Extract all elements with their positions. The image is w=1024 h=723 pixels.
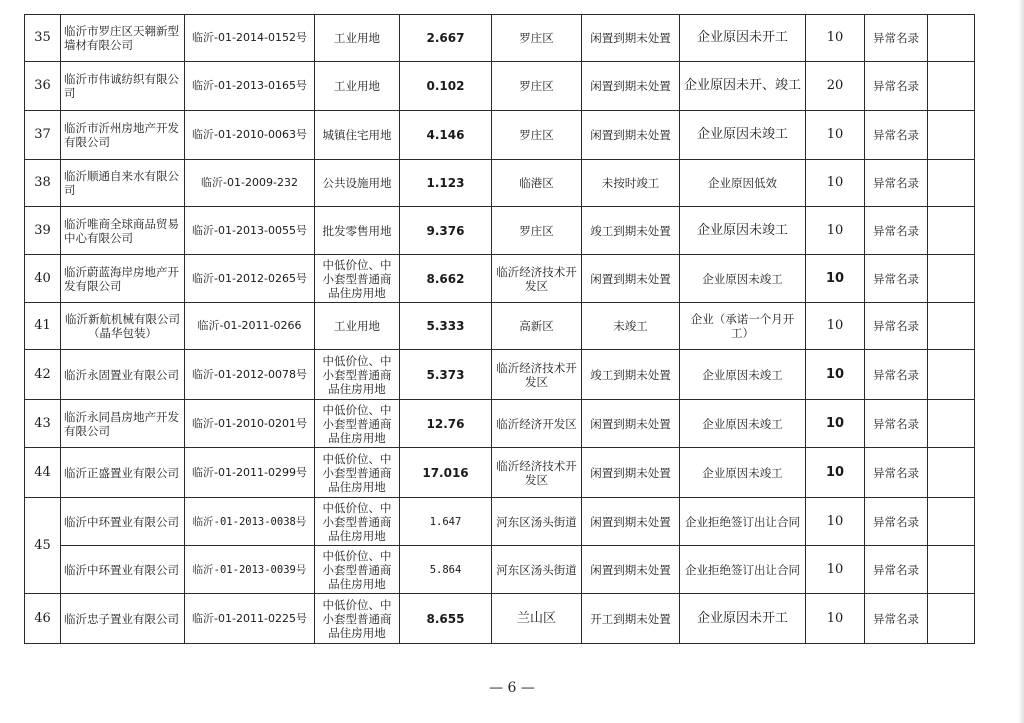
company-name: 临沂市沂州房地产开发有限公司 bbox=[61, 111, 185, 160]
years: 10 bbox=[806, 255, 865, 303]
land-use: 中低价位、中小套型普通商品住房用地 bbox=[315, 448, 400, 498]
years: 10 bbox=[806, 448, 865, 498]
years: 10 bbox=[806, 546, 865, 594]
years: 10 bbox=[806, 303, 865, 350]
land-area: 1.123 bbox=[400, 160, 492, 207]
years: 10 bbox=[806, 350, 865, 400]
remark-cell bbox=[928, 498, 975, 546]
land-use: 中低价位、中小套型普通商品住房用地 bbox=[315, 350, 400, 400]
reason: 企业原因未开工 bbox=[680, 15, 806, 62]
disposal-status: 竣工到期未处置 bbox=[582, 207, 680, 255]
land-use: 中低价位、中小套型普通商品住房用地 bbox=[315, 255, 400, 303]
reason: 企业原因未竣工 bbox=[680, 111, 806, 160]
district: 河东区汤头街道 bbox=[492, 546, 582, 594]
years: 10 bbox=[806, 498, 865, 546]
reason: 企业原因未竣工 bbox=[680, 350, 806, 400]
company-name: 临沂中环置业有限公司 bbox=[61, 546, 185, 594]
years: 10 bbox=[806, 594, 865, 644]
district: 临沂经济技术开发区 bbox=[492, 448, 582, 498]
table-row bbox=[25, 207, 975, 255]
parcel-code: 临沂-01-2013-0039号 bbox=[185, 546, 315, 594]
remark-cell bbox=[928, 303, 975, 350]
reason: 企业原因未开工 bbox=[680, 594, 806, 644]
reason: 企业（承诺一个月开工） bbox=[680, 303, 806, 350]
remark-cell bbox=[928, 350, 975, 400]
list-type: 异常名录 bbox=[865, 498, 928, 546]
table-row bbox=[25, 498, 975, 546]
land-use: 批发零售用地 bbox=[315, 207, 400, 255]
row-number: 44 bbox=[25, 448, 61, 498]
disposal-status: 闲置到期未处置 bbox=[582, 546, 680, 594]
district: 兰山区 bbox=[492, 594, 582, 644]
land-use: 工业用地 bbox=[315, 62, 400, 111]
company-name: 临沂唯商全球商品贸易中心有限公司 bbox=[61, 207, 185, 255]
row-number: 37 bbox=[25, 111, 61, 160]
table-row bbox=[25, 350, 975, 400]
district: 河东区汤头街道 bbox=[492, 498, 582, 546]
remark-cell bbox=[928, 111, 975, 160]
district: 罗庄区 bbox=[492, 15, 582, 62]
disposal-status: 未竣工 bbox=[582, 303, 680, 350]
list-type: 异常名录 bbox=[865, 207, 928, 255]
table-row bbox=[25, 62, 975, 111]
remark-cell bbox=[928, 400, 975, 448]
parcel-code: 临沂-01-2013-0055号 bbox=[185, 207, 315, 255]
disposal-status: 闲置到期未处置 bbox=[582, 15, 680, 62]
list-type: 异常名录 bbox=[865, 350, 928, 400]
reason: 企业原因未竣工 bbox=[680, 207, 806, 255]
company-name: 临沂蔚蓝海岸房地产开发有限公司 bbox=[61, 255, 185, 303]
list-type: 异常名录 bbox=[865, 546, 928, 594]
disposal-status: 闲置到期未处置 bbox=[582, 400, 680, 448]
remark-cell bbox=[928, 160, 975, 207]
table-row bbox=[25, 448, 975, 498]
land-abnormal-list-table bbox=[24, 14, 975, 644]
list-type: 异常名录 bbox=[865, 448, 928, 498]
parcel-code: 临沂-01-2010-0063号 bbox=[185, 111, 315, 160]
land-area: 1.647 bbox=[400, 498, 492, 546]
years: 10 bbox=[806, 160, 865, 207]
parcel-code: 临沂-01-2012-0265号 bbox=[185, 255, 315, 303]
table-row bbox=[25, 400, 975, 448]
land-use: 中低价位、中小套型普通商品住房用地 bbox=[315, 498, 400, 546]
years: 10 bbox=[806, 400, 865, 448]
land-area: 8.662 bbox=[400, 255, 492, 303]
reason: 企业拒绝签订出让合同 bbox=[680, 498, 806, 546]
district: 高新区 bbox=[492, 303, 582, 350]
land-use: 城镇住宅用地 bbox=[315, 111, 400, 160]
parcel-code: 临沂-01-2009-232 bbox=[185, 160, 315, 207]
parcel-code: 临沂-01-2011-0299号 bbox=[185, 448, 315, 498]
company-name: 临沂顺通自来水有限公司 bbox=[61, 160, 185, 207]
page-number: — 6 — bbox=[489, 680, 535, 696]
district: 临沂经济开发区 bbox=[492, 400, 582, 448]
table-row bbox=[25, 594, 975, 644]
parcel-code: 临沂-01-2013-0038号 bbox=[185, 498, 315, 546]
reason: 企业原因未竣工 bbox=[680, 400, 806, 448]
district: 临港区 bbox=[492, 160, 582, 207]
years: 10 bbox=[806, 207, 865, 255]
row-number: 39 bbox=[25, 207, 61, 255]
years: 10 bbox=[806, 15, 865, 62]
company-name: 临沂中环置业有限公司 bbox=[61, 498, 185, 546]
disposal-status: 闲置到期未处置 bbox=[582, 62, 680, 111]
disposal-status: 竣工到期未处置 bbox=[582, 350, 680, 400]
reason: 企业拒绝签订出让合同 bbox=[680, 546, 806, 594]
table-row bbox=[25, 111, 975, 160]
remark-cell bbox=[928, 15, 975, 62]
table-row bbox=[25, 303, 975, 350]
parcel-code: 临沂-01-2011-0225号 bbox=[185, 594, 315, 644]
years: 20 bbox=[806, 62, 865, 111]
disposal-status: 闲置到期未处置 bbox=[582, 111, 680, 160]
row-number: 36 bbox=[25, 62, 61, 111]
district: 罗庄区 bbox=[492, 111, 582, 160]
land-use: 公共设施用地 bbox=[315, 160, 400, 207]
list-type: 异常名录 bbox=[865, 303, 928, 350]
parcel-code: 临沂-01-2012-0078号 bbox=[185, 350, 315, 400]
list-type: 异常名录 bbox=[865, 160, 928, 207]
land-area: 5.333 bbox=[400, 303, 492, 350]
row-number: 45 bbox=[25, 498, 61, 594]
parcel-code: 临沂-01-2010-0201号 bbox=[185, 400, 315, 448]
company-name: 临沂市罗庄区天翱新型墙材有限公司 bbox=[61, 15, 185, 62]
land-area: 12.76 bbox=[400, 400, 492, 448]
land-area: 5.373 bbox=[400, 350, 492, 400]
land-area: 4.146 bbox=[400, 111, 492, 160]
row-number: 43 bbox=[25, 400, 61, 448]
land-use: 中低价位、中小套型普通商品住房用地 bbox=[315, 546, 400, 594]
reason: 企业原因未竣工 bbox=[680, 448, 806, 498]
parcel-code: 临沂-01-2014-0152号 bbox=[185, 15, 315, 62]
land-area: 8.655 bbox=[400, 594, 492, 644]
land-use: 中低价位、中小套型普通商品住房用地 bbox=[315, 594, 400, 644]
land-use: 工业用地 bbox=[315, 15, 400, 62]
land-area: 5.864 bbox=[400, 546, 492, 594]
disposal-status: 未按时竣工 bbox=[582, 160, 680, 207]
reason: 企业原因未开、竣工 bbox=[680, 62, 806, 111]
table-row bbox=[25, 255, 975, 303]
land-area: 0.102 bbox=[400, 62, 492, 111]
table-row bbox=[25, 546, 975, 594]
district: 临沂经济技术开发区 bbox=[492, 350, 582, 400]
row-number: 42 bbox=[25, 350, 61, 400]
district: 罗庄区 bbox=[492, 62, 582, 111]
reason: 企业原因低效 bbox=[680, 160, 806, 207]
row-number: 41 bbox=[25, 303, 61, 350]
company-name: 临沂忠子置业有限公司 bbox=[61, 594, 185, 644]
remark-cell bbox=[928, 594, 975, 644]
district: 临沂经济技术开发区 bbox=[492, 255, 582, 303]
land-use: 中低价位、中小套型普通商品住房用地 bbox=[315, 400, 400, 448]
list-type: 异常名录 bbox=[865, 111, 928, 160]
list-type: 异常名录 bbox=[865, 594, 928, 644]
remark-cell bbox=[928, 448, 975, 498]
list-type: 异常名录 bbox=[865, 255, 928, 303]
years: 10 bbox=[806, 111, 865, 160]
remark-cell bbox=[928, 62, 975, 111]
table-row bbox=[25, 160, 975, 207]
company-name: 临沂永同昌房地产开发有限公司 bbox=[61, 400, 185, 448]
company-name: 临沂正盛置业有限公司 bbox=[61, 448, 185, 498]
list-type: 异常名录 bbox=[865, 62, 928, 111]
list-type: 异常名录 bbox=[865, 15, 928, 62]
land-use: 工业用地 bbox=[315, 303, 400, 350]
land-area: 17.016 bbox=[400, 448, 492, 498]
remark-cell bbox=[928, 546, 975, 594]
parcel-code: 临沂-01-2013-0165号 bbox=[185, 62, 315, 111]
scan-edge-shadow bbox=[1018, 0, 1024, 723]
table-row bbox=[25, 15, 975, 62]
company-name: 临沂永固置业有限公司 bbox=[61, 350, 185, 400]
parcel-code: 临沂-01-2011-0266 bbox=[185, 303, 315, 350]
row-number: 40 bbox=[25, 255, 61, 303]
remark-cell bbox=[928, 255, 975, 303]
disposal-status: 开工到期未处置 bbox=[582, 594, 680, 644]
list-type: 异常名录 bbox=[865, 400, 928, 448]
row-number: 46 bbox=[25, 594, 61, 644]
land-area: 9.376 bbox=[400, 207, 492, 255]
row-number: 38 bbox=[25, 160, 61, 207]
row-number: 35 bbox=[25, 15, 61, 62]
reason: 企业原因未竣工 bbox=[680, 255, 806, 303]
district: 罗庄区 bbox=[492, 207, 582, 255]
company-name: 临沂新航机械有限公司（晶华包装） bbox=[61, 303, 185, 350]
disposal-status: 闲置到期未处置 bbox=[582, 255, 680, 303]
company-name: 临沂市伟诚纺织有限公司 bbox=[61, 62, 185, 111]
land-area: 2.667 bbox=[400, 15, 492, 62]
disposal-status: 闲置到期未处置 bbox=[582, 498, 680, 546]
disposal-status: 闲置到期未处置 bbox=[582, 448, 680, 498]
remark-cell bbox=[928, 207, 975, 255]
